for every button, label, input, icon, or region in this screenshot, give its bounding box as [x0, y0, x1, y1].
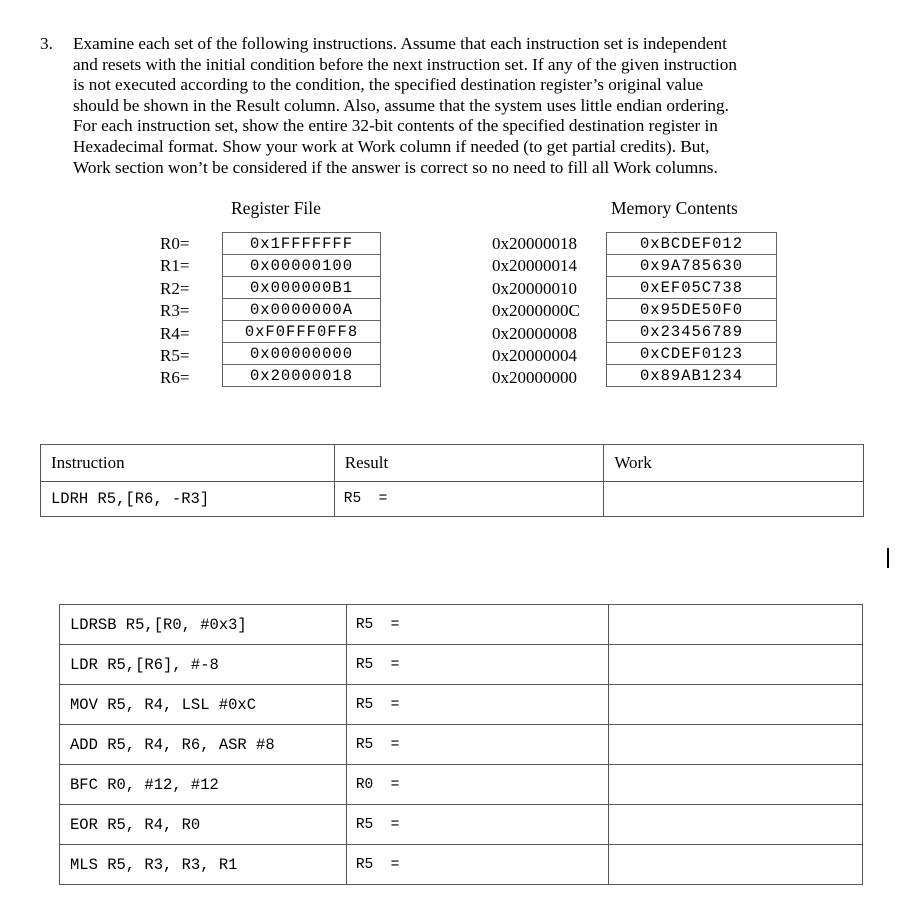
memory-address: 0x20000000 — [492, 368, 577, 388]
register-value: 0x1FFFFFFF — [223, 233, 381, 255]
result-cell[interactable]: R5 = — [346, 845, 609, 885]
table-row — [60, 685, 863, 725]
memory-address: 0x20000018 — [492, 234, 577, 253]
instruction-cell: LDRSB R5,[R0, #0x3] — [60, 605, 347, 645]
memory-address: 0x20000004 — [492, 346, 577, 366]
question-line: and resets with the initial condition before the next instruction set. If any of the given instruction — [73, 54, 737, 74]
table-row — [60, 845, 863, 885]
register-value: 0x20000018 — [223, 365, 381, 387]
question-number: 3. — [40, 34, 53, 53]
register-value: 0x0000000A — [223, 299, 381, 321]
work-cell[interactable] — [609, 725, 863, 765]
result-cell[interactable]: R5 = — [346, 645, 609, 685]
answer-table — [59, 604, 863, 885]
memory-address: 0x20000010 — [492, 278, 577, 298]
memory-value: 0x23456789 — [607, 321, 777, 343]
header-result: Result — [334, 445, 604, 482]
question-line: Examine each set of the following instructions. Assume that each instruction set is independent — [73, 34, 727, 53]
memory-contents-table — [606, 232, 777, 387]
register-name: R6= — [160, 368, 190, 388]
register-value: 0x000000B1 — [223, 277, 381, 299]
memory-value: 0x9A785630 — [607, 255, 777, 277]
register-name: R5= — [160, 346, 190, 366]
register-value: 0xF0FFF0FF8 — [223, 321, 381, 343]
memory-value: 0xBCDEF012 — [607, 233, 777, 255]
work-cell[interactable] — [609, 645, 863, 685]
instruction-cell: LDR R5,[R6], #-8 — [60, 645, 347, 685]
memory-value: 0x89AB1234 — [607, 365, 777, 387]
memory-address: 0x2000000C — [492, 301, 580, 321]
question-line: should be shown in the Result column. Also, assume that the system uses little endian ordering. — [73, 95, 729, 115]
table-row — [60, 725, 863, 765]
work-cell[interactable] — [609, 685, 863, 725]
instruction-cell: MOV R5, R4, LSL #0xC — [60, 685, 347, 725]
result-cell[interactable]: R5 = — [346, 685, 609, 725]
register-file-table — [222, 232, 381, 387]
register-name: R1= — [160, 256, 190, 276]
table-row — [60, 805, 863, 845]
register-names — [160, 233, 189, 390]
question-line: Work section won’t be considered if the answer is correct so no need to fill all Work columns. — [73, 157, 718, 177]
register-name: R3= — [160, 301, 190, 321]
memory-address: 0x20000008 — [492, 323, 577, 343]
register-value: 0x00000000 — [223, 343, 381, 365]
header-work: Work — [604, 445, 864, 482]
memory-value: 0x95DE50F0 — [607, 299, 777, 321]
answer-table-header — [40, 444, 864, 517]
result-cell[interactable]: R5 = — [334, 482, 604, 517]
question-text — [73, 34, 870, 178]
table-row — [60, 765, 863, 805]
question-line: is not executed according to the condition, the specified destination register’s original value — [73, 75, 704, 95]
register-name: R0= — [160, 234, 190, 253]
result-cell[interactable]: R5 = — [346, 805, 609, 845]
register-name: R4= — [160, 323, 190, 343]
memory-address: 0x20000014 — [492, 256, 577, 276]
text-cursor — [887, 548, 889, 568]
register-name: R2= — [160, 278, 190, 298]
work-cell[interactable] — [604, 482, 864, 517]
memory-contents-title: Memory Contents — [611, 198, 738, 218]
result-cell[interactable]: R0 = — [346, 765, 609, 805]
memory-value: 0xCDEF0123 — [607, 343, 777, 365]
memory-addresses — [492, 233, 580, 390]
instruction-cell: EOR R5, R4, R0 — [60, 805, 347, 845]
register-file-title: Register File — [231, 198, 321, 218]
work-cell[interactable] — [609, 605, 863, 645]
instruction-cell: BFC R0, #12, #12 — [60, 765, 347, 805]
instruction-cell: LDRH R5,[R6, -R3] — [41, 482, 335, 517]
instruction-cell: MLS R5, R3, R3, R1 — [60, 845, 347, 885]
memory-value: 0xEF05C738 — [607, 277, 777, 299]
work-cell[interactable] — [609, 765, 863, 805]
header-instruction: Instruction — [41, 445, 335, 482]
instruction-cell: ADD R5, R4, R6, ASR #8 — [60, 725, 347, 765]
question-line: Hexadecimal format. Show your work at Work column if needed (to get partial credits). But, — [73, 136, 710, 156]
result-cell[interactable]: R5 = — [346, 725, 609, 765]
work-cell[interactable] — [609, 845, 863, 885]
question-line: For each instruction set, show the entire 32-bit contents of the specified destination register in — [73, 116, 718, 136]
register-value: 0x00000100 — [223, 255, 381, 277]
result-cell[interactable]: R5 = — [346, 605, 609, 645]
table-row — [60, 605, 863, 645]
question-block — [40, 34, 870, 178]
work-cell[interactable] — [609, 805, 863, 845]
table-row — [60, 645, 863, 685]
